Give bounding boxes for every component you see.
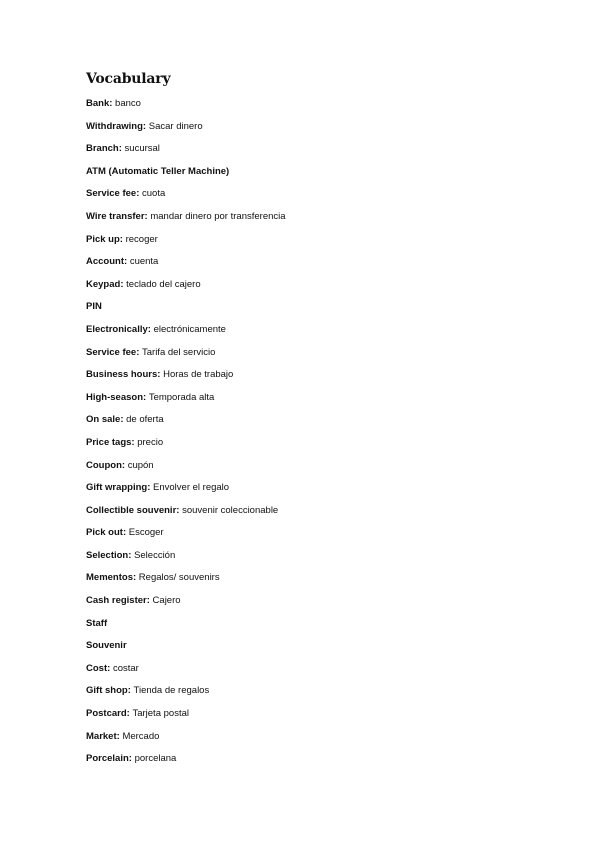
- vocabulary-term: ATM (Automatic Teller Machine): [86, 165, 230, 177]
- vocabulary-term: On sale: [86, 414, 121, 426]
- vocabulary-term: Pick out: [86, 527, 123, 539]
- term-separator: :: [128, 753, 135, 765]
- vocabulary-definition: de oferta: [126, 414, 164, 426]
- term-separator: :: [157, 369, 164, 381]
- vocabulary-definition: cuenta: [129, 256, 159, 268]
- vocabulary-definition: banco: [115, 98, 141, 109]
- term-separator: :: [142, 120, 149, 132]
- vocabulary-term: Business hours: [86, 369, 158, 381]
- vocabulary-definition: Horas de trabajo: [163, 369, 234, 381]
- vocabulary-term: Gift shop: [86, 685, 128, 697]
- vocabulary-term: PIN: [86, 301, 102, 313]
- vocabulary-term: Market: [86, 730, 117, 742]
- term-separator: :: [127, 685, 134, 697]
- vocabulary-entry: [86, 525, 286, 548]
- vocabulary-definition: porcelana: [134, 753, 177, 765]
- vocabulary-term: Account: [86, 256, 124, 268]
- vocabulary-entry: [86, 277, 286, 300]
- vocabulary-term: Gift wrapping: [86, 482, 148, 494]
- vocabulary-entry: [86, 119, 286, 142]
- vocabulary-term: Branch: [86, 143, 119, 155]
- term-separator: :: [143, 391, 149, 403]
- vocabulary-definition: Selección: [134, 549, 176, 561]
- vocabulary-entry: [86, 616, 286, 639]
- term-separator: :: [126, 708, 133, 720]
- vocabulary-term: Wire transfer: [86, 210, 145, 222]
- term-separator: :: [147, 482, 154, 494]
- vocabulary-entry: [86, 480, 286, 503]
- vocabulary-term: Collectible souvenir: [86, 504, 177, 516]
- vocabulary-entry: [86, 412, 286, 435]
- vocabulary-entry: [86, 164, 286, 187]
- vocabulary-term: Price tags: [86, 436, 132, 448]
- vocabulary-entry: [86, 96, 286, 119]
- vocabulary-definition: Sacar dinero: [148, 120, 203, 132]
- vocabulary-term: Souvenir: [86, 640, 127, 652]
- vocabulary-term: Selection: [86, 549, 129, 561]
- vocabulary-entry: [86, 141, 286, 164]
- vocabulary-definition: recoger: [125, 233, 158, 245]
- vocabulary-entry: [86, 435, 286, 458]
- vocabulary-term: Postcard: [86, 708, 127, 720]
- vocabulary-entry: [86, 570, 286, 593]
- vocabulary-definition: Escoger: [128, 527, 164, 539]
- vocabulary-term: Pick up: [86, 233, 120, 245]
- term-separator: :: [131, 436, 138, 448]
- term-separator: :: [119, 233, 126, 245]
- vocabulary-term: Coupon: [86, 459, 122, 471]
- vocabulary-definition: Regalos/ souvenirs: [138, 572, 220, 584]
- vocabulary-definition: costar: [112, 662, 139, 674]
- vocabulary-term: Staff: [86, 617, 108, 629]
- vocabulary-entry: [86, 503, 286, 526]
- vocabulary-definition: souvenir coleccionable: [182, 504, 279, 516]
- vocabulary-term: Cash register: [86, 595, 147, 607]
- vocabulary-entry: [86, 548, 286, 571]
- vocabulary-term: Keypad: [86, 278, 121, 290]
- vocabulary-definition: Tarifa del servicio: [142, 346, 216, 358]
- vocabulary-entry: [86, 299, 286, 322]
- page-title: Vocabulary: [86, 71, 171, 87]
- term-separator: :: [109, 98, 116, 109]
- vocabulary-definition: teclado del cajero: [126, 278, 201, 290]
- vocabulary-definition: sucursal: [124, 143, 160, 155]
- vocabulary-definition: cupón: [127, 459, 154, 471]
- vocabulary-entry: [86, 367, 286, 390]
- vocabulary-definition: mandar dinero por transferencia: [150, 210, 286, 222]
- term-separator: :: [132, 572, 139, 584]
- vocabulary-term: Electronically: [86, 323, 148, 335]
- vocabulary-entry: [86, 209, 286, 232]
- vocabulary-term: Mementos: [86, 572, 133, 584]
- vocabulary-entry: [86, 186, 286, 209]
- vocabulary-definition: Mercado: [122, 730, 160, 742]
- vocabulary-term: Withdrawing: [86, 120, 143, 132]
- vocabulary-definition: Temporada alta: [148, 391, 215, 403]
- vocabulary-entry: [86, 683, 286, 706]
- vocabulary-list: [86, 96, 286, 774]
- vocabulary-definition: precio: [137, 436, 164, 448]
- vocabulary-definition: cuota: [142, 188, 166, 200]
- vocabulary-term: Cost: [86, 662, 108, 674]
- vocabulary-term: Service fee: [86, 188, 137, 200]
- term-separator: :: [144, 210, 151, 222]
- vocabulary-entry: [86, 638, 286, 661]
- vocabulary-entry: [86, 322, 286, 345]
- vocabulary-term: Bank: [86, 98, 110, 109]
- term-separator: :: [176, 504, 183, 516]
- term-separator: :: [120, 278, 127, 290]
- vocabulary-definition: Envolver el regalo: [153, 482, 230, 494]
- vocabulary-entry: [86, 593, 286, 616]
- vocabulary-entry: [86, 254, 286, 277]
- term-separator: :: [116, 730, 123, 742]
- vocabulary-term: Service fee: [86, 346, 137, 358]
- vocabulary-entry: [86, 751, 286, 774]
- term-separator: :: [147, 323, 154, 335]
- term-separator: :: [124, 256, 130, 268]
- vocabulary-term: High-season: [86, 391, 144, 403]
- vocabulary-entry: [86, 458, 286, 481]
- term-separator: :: [122, 527, 129, 539]
- term-separator: :: [118, 143, 125, 155]
- term-separator: :: [136, 188, 142, 200]
- vocabulary-entry: [86, 390, 286, 413]
- term-separator: :: [107, 662, 113, 674]
- vocabulary-entry: [86, 232, 286, 255]
- term-separator: :: [120, 414, 127, 426]
- vocabulary-entry: [86, 706, 286, 729]
- vocabulary-definition: electrónicamente: [153, 323, 226, 335]
- vocabulary-term: Porcelain: [86, 753, 129, 765]
- term-separator: :: [121, 459, 128, 471]
- term-separator: :: [146, 595, 153, 607]
- vocabulary-definition: Tienda de regalos: [133, 685, 210, 697]
- term-separator: :: [136, 346, 142, 358]
- vocabulary-entry: [86, 729, 286, 752]
- vocabulary-definition: Tarjeta postal: [132, 708, 189, 720]
- vocabulary-definition: Cajero: [152, 595, 181, 607]
- vocabulary-entry: [86, 345, 286, 368]
- term-separator: :: [128, 549, 135, 561]
- vocabulary-entry: [86, 661, 286, 684]
